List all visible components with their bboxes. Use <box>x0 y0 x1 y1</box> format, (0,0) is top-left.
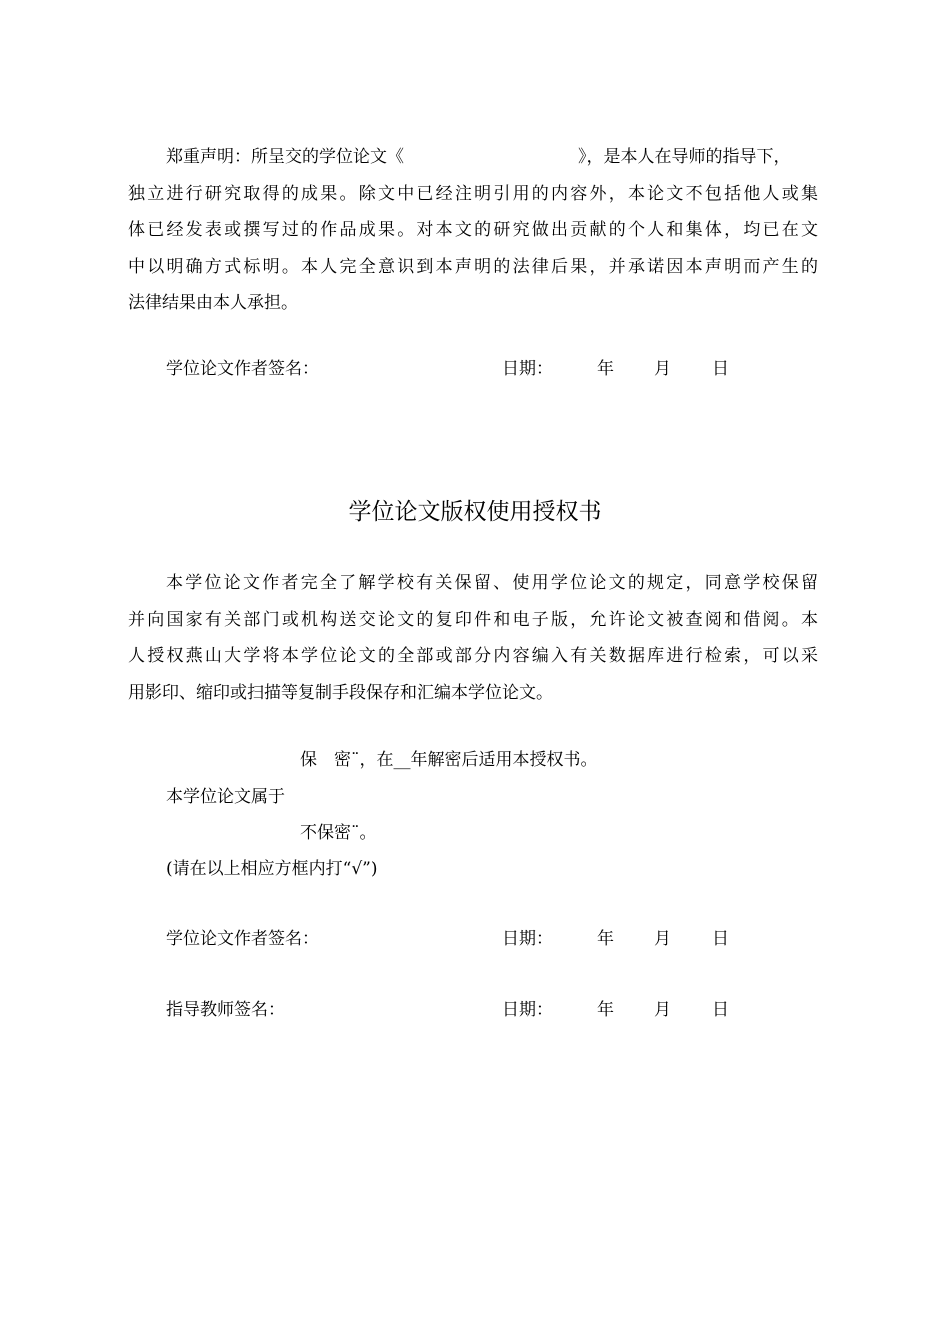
day-label: 日 <box>712 359 729 379</box>
date-label: 日期： <box>502 929 553 949</box>
author-signature-label: 学位论文作者签名： <box>166 359 319 379</box>
authorization-line-1: 本学位论文作者完全了解学校有关保留、使用学位论文的规定，同意学校保留 <box>166 573 818 593</box>
year-label: 年 <box>597 359 614 379</box>
month-label: 月 <box>654 1000 671 1020</box>
date-label: 日期： <box>502 1000 553 1020</box>
authorization-paragraph <box>128 565 818 711</box>
authorization-line-4: 用影印、缩印或扫描等复制手段保存和汇编本学位论文。 <box>128 682 553 703</box>
author-signature-row-1 <box>166 351 786 387</box>
declaration-line-2: 独立进行研究取得的成果。除文中已经注明引用的内容外，本论文不包括他人或集 <box>128 183 818 204</box>
day-label: 日 <box>712 929 729 949</box>
supervisor-signature-row <box>166 992 786 1028</box>
confidential-option: 保 密¨，在__年解密后适用本授权书。 <box>300 750 598 770</box>
author-signature-label: 学位论文作者签名： <box>166 929 319 949</box>
declaration-line-1-end: 》，是本人在导师的指导下， <box>578 147 791 167</box>
year-label: 年 <box>597 1000 614 1020</box>
author-signature-row-2 <box>166 921 786 957</box>
month-label: 月 <box>654 929 671 949</box>
declaration-line-1-start: 郑重声明：所呈交的学位论文《 <box>166 147 404 167</box>
belongs-label: 本学位论文属于 <box>166 787 285 807</box>
originality-declaration <box>128 139 818 322</box>
authorization-line-3: 人授权燕山大学将本学位论文的全部或部分内容编入有关数据库进行检索，可以采 <box>128 646 818 666</box>
declaration-line-5: 法律结果由本人承担。 <box>128 293 298 313</box>
month-label: 月 <box>654 359 671 379</box>
supervisor-signature-label: 指导教师签名： <box>166 1000 285 1020</box>
authorization-line-2: 并向国家有关部门或机构送交论文的复印件和电子版，允许论文被查阅和借阅。本 <box>128 609 818 630</box>
nonconfidential-option: 不保密¨。 <box>300 823 377 843</box>
checkmark-instruction: (请在以上相应方框内打“√”) <box>166 859 378 879</box>
declaration-line-3: 体已经发表或撰写过的作品成果。对本文的研究做出贡献的个人和集体，均已在文 <box>128 220 818 240</box>
declaration-line-4: 中以明确方式标明。本人完全意识到本声明的法律后果，并承诺因本声明而产生的 <box>128 256 818 277</box>
page-title: 学位论文版权使用授权书 <box>348 499 602 525</box>
date-label: 日期： <box>502 359 553 379</box>
year-label: 年 <box>597 929 614 949</box>
day-label: 日 <box>712 1000 729 1020</box>
declaration-line-1 <box>128 139 818 176</box>
